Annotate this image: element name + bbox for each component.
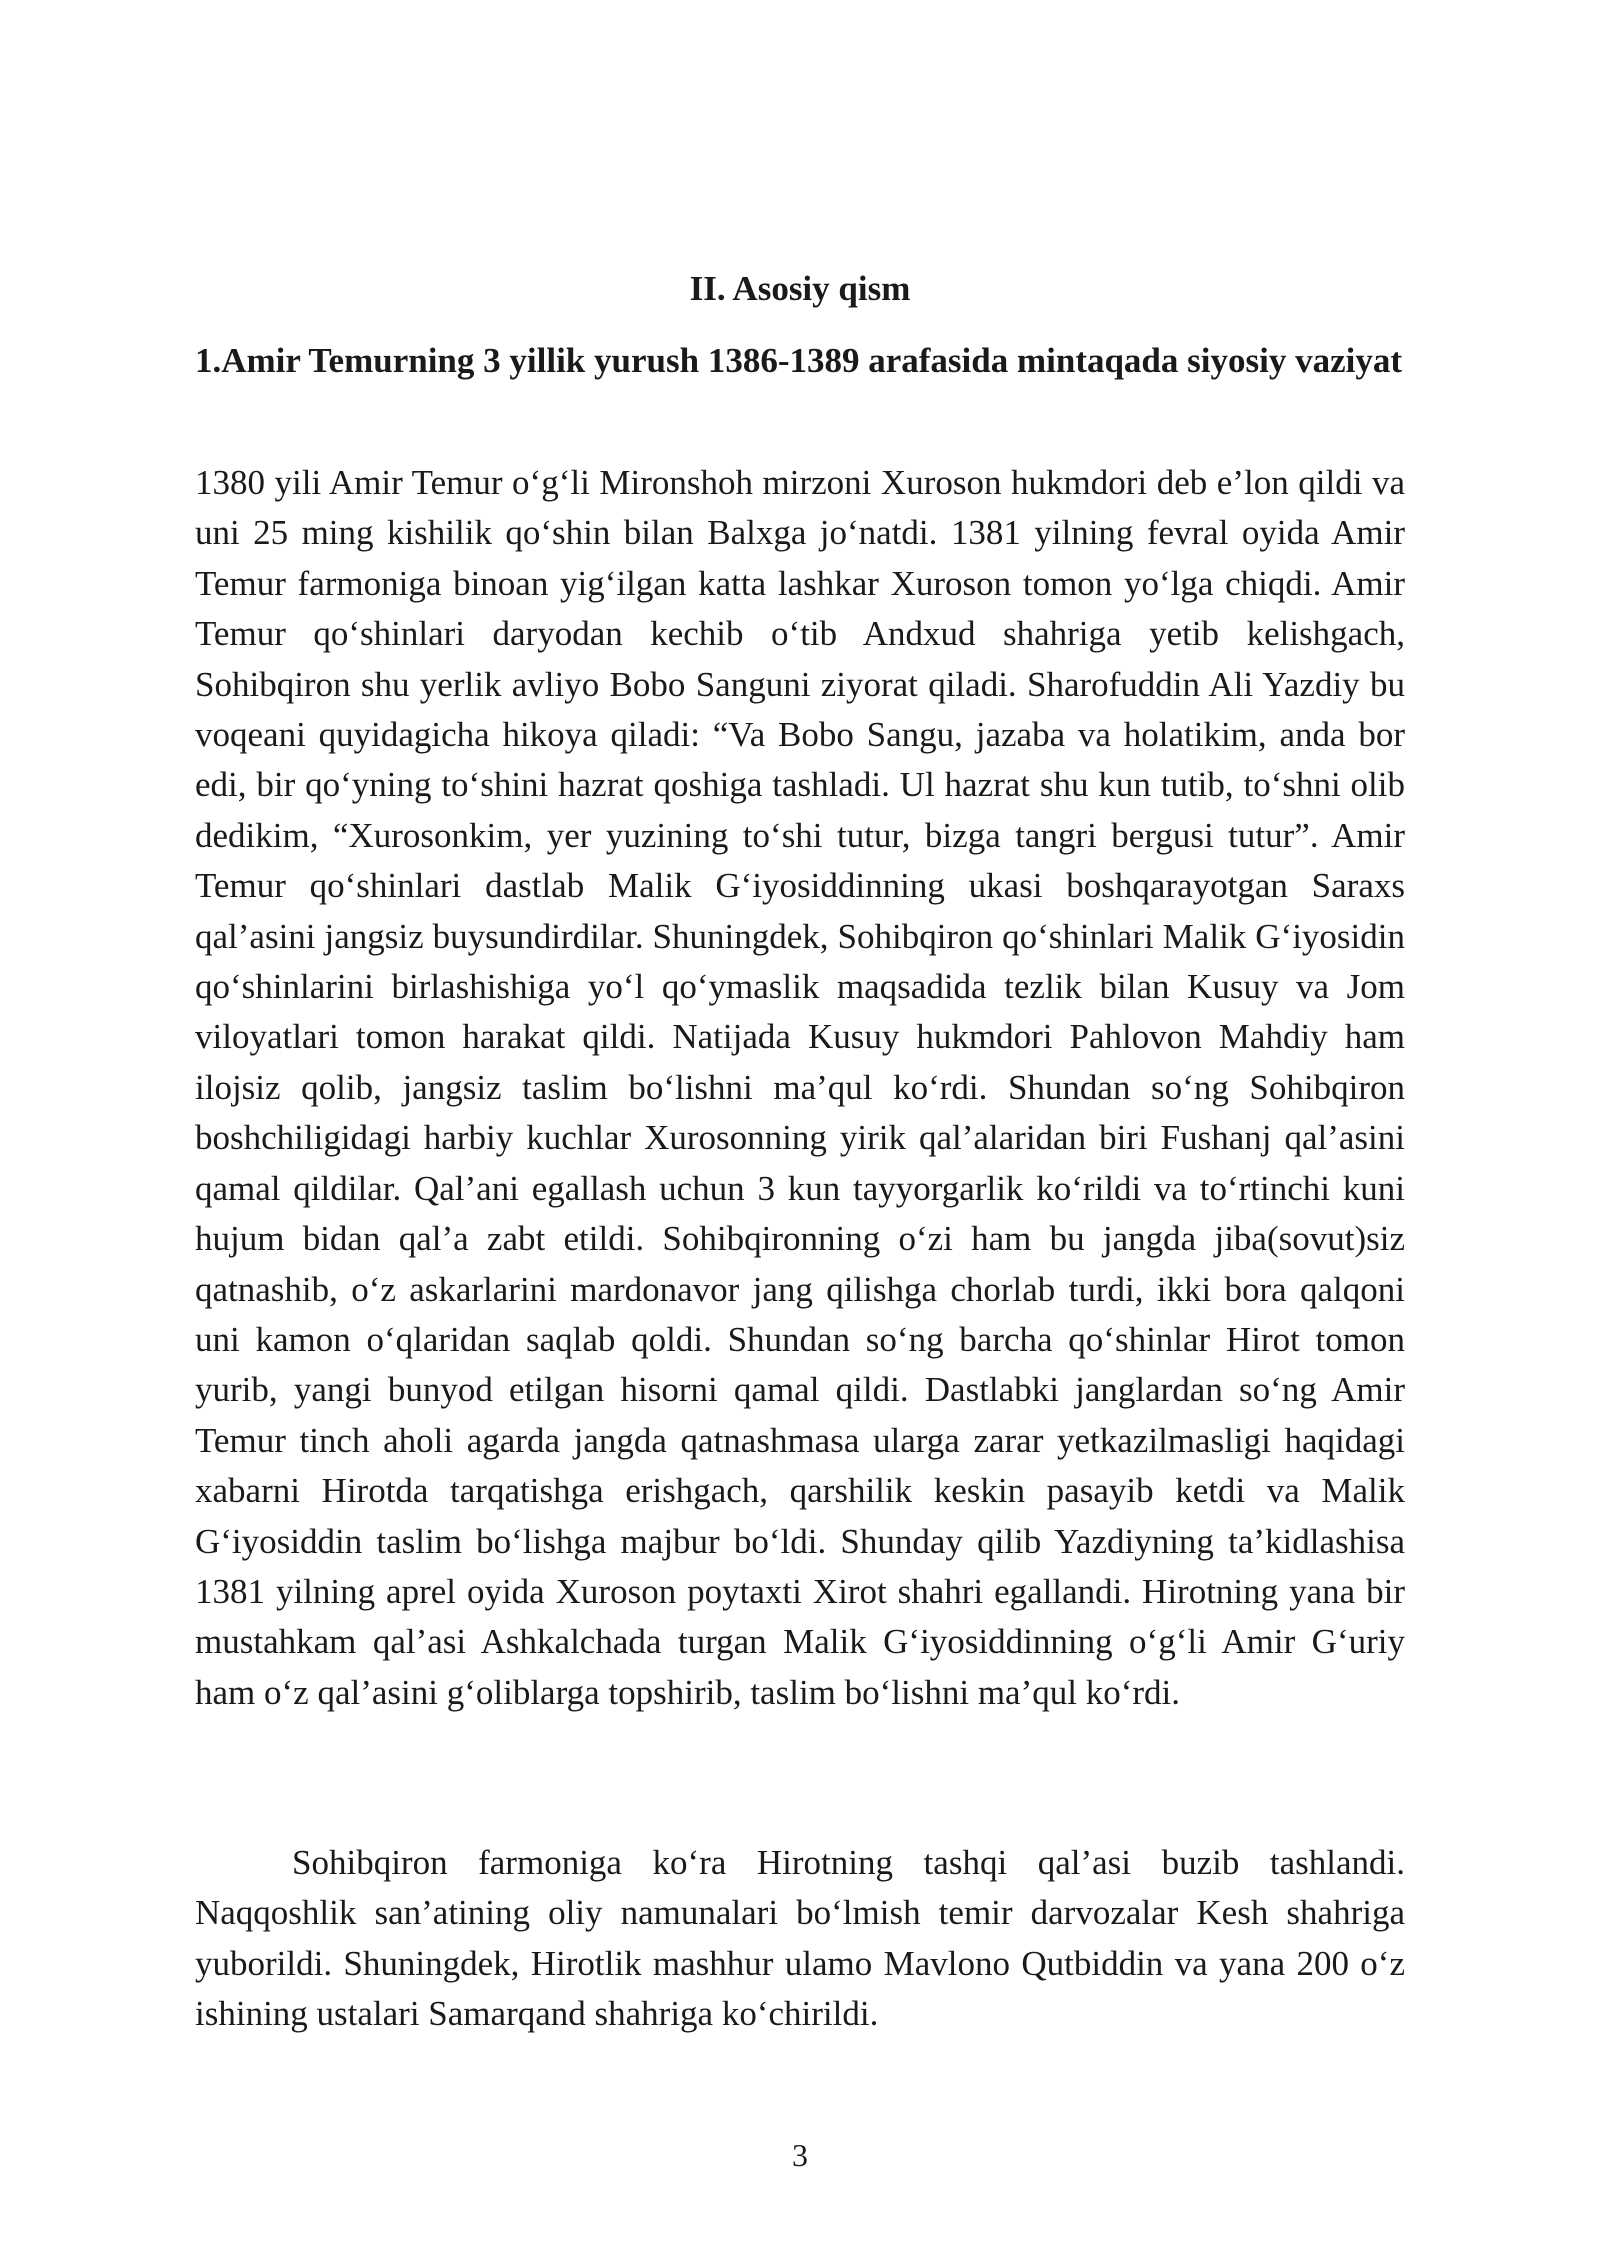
- body-paragraph-2: Sohibqiron farmoniga ko‘ra Hirotning tashqi qal’asi buzib tashlandi. Naqqoshlik san’atining oliy namunalari bo‘lmish temir darvozalar Kesh shahriga yuborildi. Shuningdek, Hirotlik mashhur ulamo Mavlono Qutbiddin va yana 200 o‘z ishining ustalari Samarqand shahriga ko‘chirildi.: [195, 1843, 1405, 2034]
- section-title: II. Asosiy qism: [689, 269, 911, 308]
- page-number: 3: [792, 2137, 808, 2173]
- body-paragraph-1: 1380 yili Amir Temur o‘g‘li Mironshoh mirzoni Xuroson hukmdori deb e’lon qildi va uni 25 ming kishilik qo‘shin bilan Balxga jo‘natdi. 1381 yilning fevral oyida Amir Temur farmoniga binoan yig‘ilgan katta lashkar Xuroson tomon yo‘lga chiqdi. Amir Temur qo‘shinlari daryodan kechib o‘tib Andxud shahriga yetib kelishgach, Sohibqiron shu yerlik avliyo Bobo Sanguni ziyorat qiladi. Sharofuddin Ali Yazdiy bu voqeani quyidagicha hikoya qiladi: “Va Bobo Sangu, jazaba va holatikim, anda bor edi, bir qo‘yning to‘shini hazrat qoshiga tashladi. Ul hazrat shu kun tutib, to‘shni olib dedikim, “Xurosonkim, yer yuzining to‘shi tutur, bizga tangri bergusi tutur”. Amir Temur qo‘shinlari dastlab Malik G‘iyosiddinning ukasi boshqarayotgan Saraxs qal’asini jangsiz buysundirdilar. Shuningdek, Sohibqiron qo‘shinlari Malik G‘iyosidin qo‘shinlarini birlashishiga yo‘l qo‘ymaslik maqsadida tezlik bilan Kusuy va Jom viloyatlari tomon harakat qildi. Natijada Kusuy hukmdori Pahlovon Mahdiy ham ilojsiz qolib, jangsiz taslim bo‘lishni ma’qul ko‘rdi. Shundan so‘ng Sohibqiron boshchiligidagi harbiy kuchlar Xurosonning yirik qal’alaridan biri Fushanj qal’asini qamal qildilar. Qal’ani egallash uchun 3 kun tayyorgarlik ko‘rildi va to‘rtinchi kuni hujum bidan qal’a zabt etildi. Sohibqironning o‘zi ham bu jangda jiba(sovut)siz qatnashib, o‘z askarlarini mardonavor jang qilishga chorlab turdi, ikki bora qalqoni uni kamon o‘qlaridan saqlab qoldi. Shundan so‘ng barcha qo‘shinlar Hirot tomon yurib, yangi bunyod etilgan hisorni qamal qildi. Dastlabki janglardan so‘ng Amir Temur tinch aholi agarda jangda qatnashmasa ularga zarar yetkazilmasligi haqidagi xabarni Hirotda tarqatishga erishgach, qarshilik keskin pasayib ketdi va Malik G‘iyosiddin taslim bo‘lishga majbur bo‘ldi. Shunday qilib Yazdiyning ta’kidlashisa 1381 yilning aprel oyida Xuroson poytaxti Xirot shahri egallandi. Hirotning yana bir mustahkam qal’asi Ashkalchada turgan Malik G‘iyosiddinning o‘g‘li Amir G‘uriy ham o‘z qal’asini g‘oliblarga topshirib, taslim bo‘lishni ma’qul ko‘rdi.: [195, 463, 1405, 1712]
- document-page: [195, 0, 1405, 2262]
- subsection-title: 1.Amir Temurning 3 yillik yurush 1386-1389 arafasida mintaqada siyosiy vaziyat: [195, 341, 1403, 380]
